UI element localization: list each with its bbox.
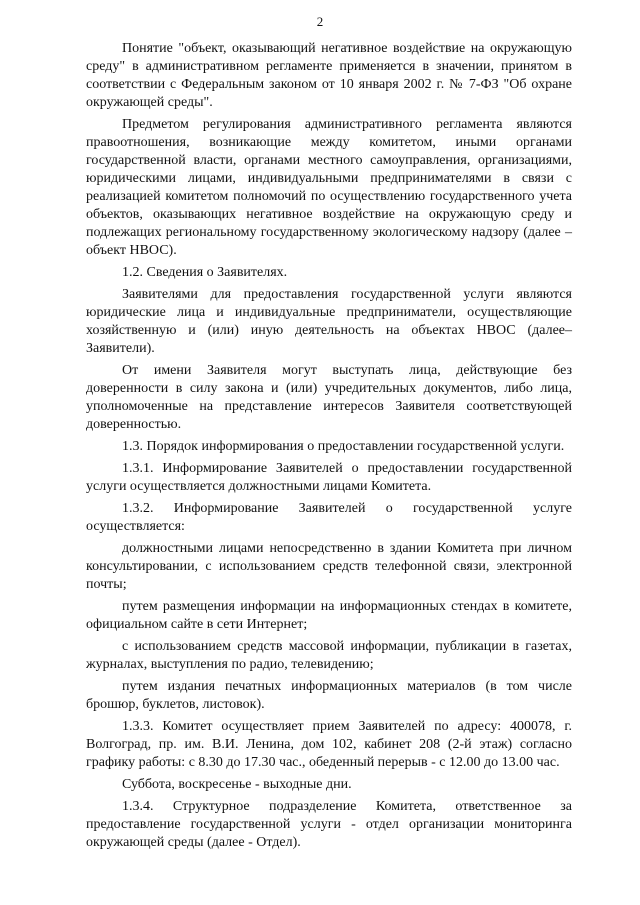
paragraph-definition-nvos: Понятие "объект, оказывающий негативное воздействие на окружающую среду" в административном регламенте применяется в значении, принятом в соответствии с Федеральным законом от 10 января 2002 г. № 7-ФЗ "Об охране окружающей среды". — [86, 41, 572, 110]
paragraph-representatives: От имени Заявителя могут выступать лица, действующие без доверенности в силу закона и (или) учредительных документов, либо лица, уполномоченные на представление интересов Заявителя соответствующей доверенностью. — [86, 363, 572, 432]
paragraph-1-3-1: 1.3.1. Информирование Заявителей о предоставлении государственной услуги осуществляется должностными лицами Комитета. — [86, 461, 572, 494]
paragraph-regulation-subject: Предметом регулирования административного регламента являются правоотношения, возникающие между комитетом, иными органами государственной власти, органами местного самоуправления, организациями, юридическими лицами, индивидуальными предпринимателями в связи с реализацией комитетом полномочий по осуществлению государственного учета объектов, оказывающих негативное воздействие на окружающую среду и подлежащих региональному государственному экологическому надзору (далее – объект НВОС). — [86, 117, 572, 258]
document-body — [86, 40, 572, 856]
section-heading-informing: 1.3. Порядок информирования о предоставлении государственной услуги. — [122, 439, 565, 454]
list-item-printed: путем издания печатных информационных материалов (в том числе брошюр, буклетов, листовок). — [86, 679, 572, 712]
list-item-stands: путем размещения информации на информационных стендах в комитете, официальном сайте в сети Интернет; — [86, 599, 572, 632]
section-heading-applicants: 1.2. Сведения о Заявителях. — [122, 265, 288, 280]
paragraph-1-3-2: 1.3.2. Информирование Заявителей о государственной услуге осуществляется: — [86, 501, 572, 534]
paragraph-1-3-3: 1.3.3. Комитет осуществляет прием Заявителей по адресу: 400078, г. Волгоград, пр. им. В.И. Ленина, дом 102, кабинет 208 (2-й этаж) согласно графику работы: с 8.30 до 17.30 час., обеденный перерыв - с 12.00 до 13.00 час. — [86, 719, 572, 770]
paragraph-days-off: Суббота, воскресенье - выходные дни. — [122, 777, 352, 792]
paragraph-1-3-4: 1.3.4. Структурное подразделение Комитета, ответственное за предоставление государственной услуги - отдел организации мониторинга окружающей среды (далее - Отдел). — [86, 799, 572, 850]
paragraph-applicants: Заявителями для предоставления государственной услуги являются юридические лица и индивидуальные предприниматели, осуществляющие хозяйственную и (или) иную деятельность на объектах НВОС (далее– Заявители). — [86, 287, 572, 356]
list-item-media: с использованием средств массовой информации, публикации в газетах, журналах, выступления по радио, телевидению; — [86, 639, 572, 672]
page-number: 2 — [316, 14, 324, 29]
list-item-officials: должностными лицами непосредственно в здании Комитета при личном консультировании, с использованием средств телефонной связи, электронной почты; — [86, 541, 572, 592]
